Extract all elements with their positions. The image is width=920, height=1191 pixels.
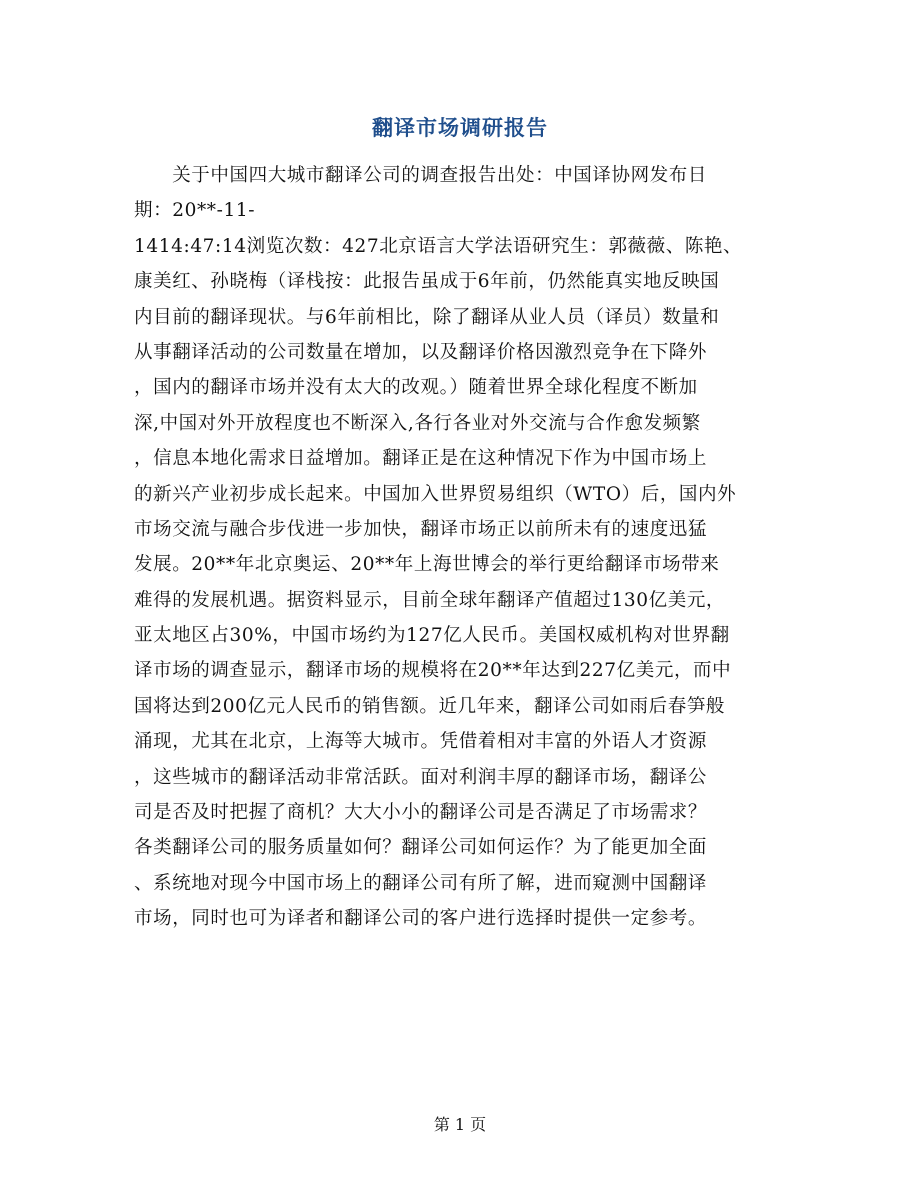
text-line: 从事翻译活动的公司数量在增加，以及翻译价格因激烈竞争在下降外 — [134, 341, 708, 363]
text-line: 内目前的翻译现状。与6年前相比，除了翻译从业人员（译员）数量和 — [134, 306, 720, 328]
text-line: ，信息本地化需求日益增加。翻译正是在这种情况下作为中国市场上 — [134, 448, 708, 470]
text-line: 市场交流与融合步伐进一步加快，翻译市场正以前所未有的速度迅猛 — [134, 518, 708, 540]
body-paragraph — [134, 158, 786, 937]
text-line: 译市场的调查显示，翻译市场的规模将在20**年达到227亿美元，而中 — [134, 660, 732, 682]
text-line: 1414:47:14浏览次数：427北京语言大学法语研究生：郭薇薇、陈艳、 — [134, 235, 743, 257]
text-line: 司是否及时把握了商机？大大小小的翻译公司是否满足了市场需求？ — [134, 802, 708, 824]
text-line: 亚太地区占30%，中国市场约为127亿人民币。美国权威机构对世界翻 — [134, 625, 730, 647]
text-line: 康美红、孙晓梅（译栈按：此报告虽成于6年前，仍然能真实地反映国 — [134, 271, 720, 293]
text-line: 期：20**-11- — [134, 200, 256, 222]
text-line: 的新兴产业初步成长起来。中国加入世界贸易组织（WTO）后，国内外 — [134, 483, 737, 505]
text-line: ，国内的翻译市场并没有太大的改观。）随着世界全球化程度不断加 — [134, 377, 698, 399]
text-line: 各类翻译公司的服务质量如何？翻译公司如何运作？为了能更加全面 — [134, 837, 708, 859]
text-line: 深,中国对外开放程度也不断深入,各行各业对外交流与合作愈发频繁 — [134, 412, 701, 434]
text-line: 市场，同时也可为译者和翻译公司的客户进行选择时提供一定参考。 — [134, 908, 708, 930]
text-line: 涌现，尤其在北京，上海等大城市。凭借着相对丰富的外语人才资源 — [134, 731, 708, 753]
text-line: 、系统地对现今中国市场上的翻译公司有所了解，进而窥测中国翻译 — [134, 872, 708, 894]
text-line: ，这些城市的翻译活动非常活跃。面对利润丰厚的翻译市场，翻译公 — [134, 766, 708, 788]
page-number: 第 1 页 — [433, 1115, 487, 1134]
document-title: 翻译市场调研报告 — [372, 115, 548, 140]
text-line: 关于中国四大城市翻译公司的调查报告出处：中国译协网发布日 — [134, 165, 708, 186]
text-line: 难得的发展机遇。据资料显示，目前全球年翻译产值超过130亿美元， — [134, 589, 726, 611]
text-line: 发展。20**年北京奥运、20**年上海世博会的举行更给翻译市场带来 — [134, 554, 720, 576]
text-line: 国将达到200亿元人民币的销售额。近几年来，翻译公司如雨后春笋般 — [134, 695, 726, 717]
